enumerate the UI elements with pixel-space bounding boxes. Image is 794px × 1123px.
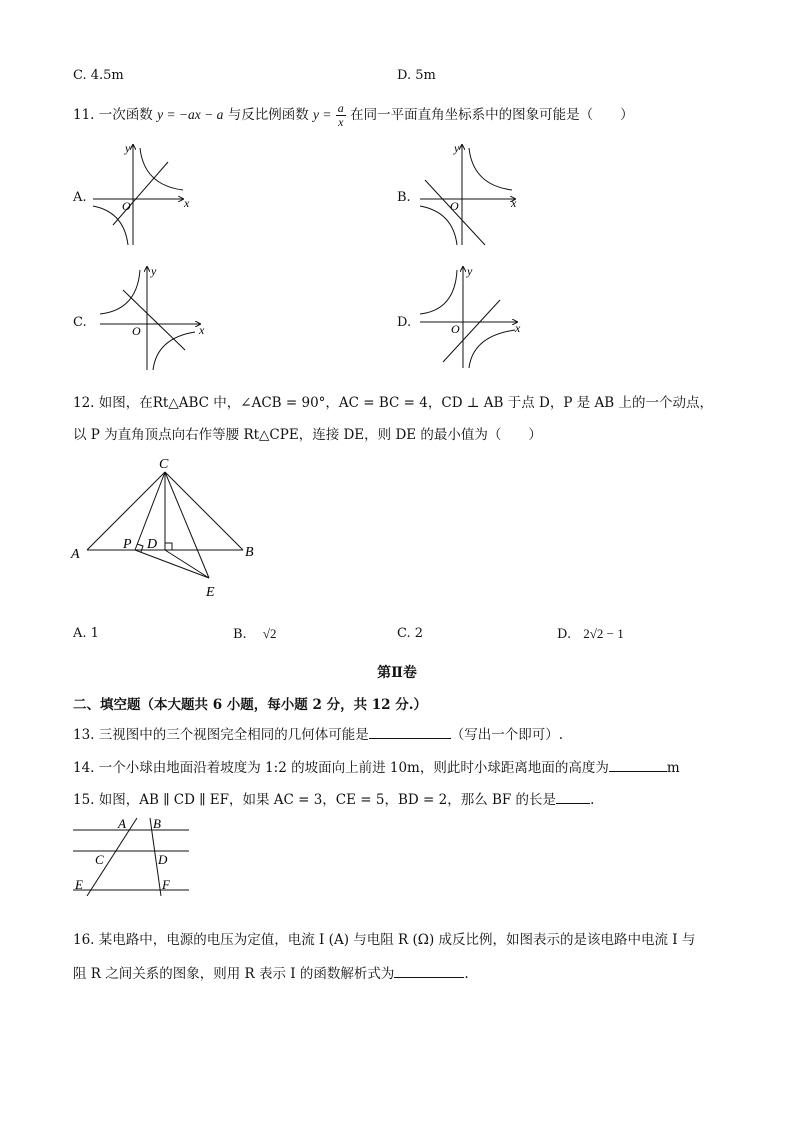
- q11-eq1: y = −ax − a: [157, 107, 224, 122]
- origin-label: O: [122, 199, 131, 213]
- hyperbola-branch: [100, 270, 140, 314]
- point-b-label: B: [245, 545, 254, 560]
- hyperbola-branch: [469, 330, 515, 368]
- section-heading: 二、填空题（本大题共 6 小题，每小题 2 分，共 12 分.）: [73, 697, 427, 713]
- q12-option-b-value: √2: [262, 626, 277, 641]
- q16-answer-blank[interactable]: [394, 965, 464, 978]
- q11-graph-c: [95, 262, 210, 372]
- x-axis-label: x: [511, 196, 517, 210]
- origin-label: O: [132, 324, 141, 338]
- q11-graph-b: [415, 140, 525, 250]
- point-c-label: C: [159, 457, 169, 472]
- hyperbola-branch: [420, 270, 457, 314]
- y-axis-label: y: [151, 264, 157, 278]
- q10-option-d: D. 5m: [397, 68, 436, 83]
- linear-graph: [123, 290, 185, 350]
- point-p-label: P: [123, 537, 132, 552]
- q11-graph-a: [88, 140, 198, 250]
- point-e-label: E: [75, 877, 83, 892]
- q11-option-a-label: A.: [73, 190, 87, 205]
- q15-answer-blank[interactable]: [556, 791, 590, 804]
- point-d-label: D: [147, 537, 158, 552]
- q10-option-c: C. 4.5m: [73, 68, 124, 83]
- hyperbola-branch: [153, 332, 195, 370]
- q12-option-a: A. 1: [73, 626, 99, 641]
- q16-tail: .: [464, 966, 469, 982]
- q14: [73, 756, 680, 776]
- q12-option-b-letter: B.: [233, 627, 247, 642]
- origin-label: O: [450, 199, 459, 213]
- q11-eq2-lhs: y =: [313, 107, 332, 122]
- q11-text-a: 一次函数: [98, 107, 153, 123]
- q12-option-b: [233, 626, 276, 642]
- q16-line2: [73, 962, 469, 982]
- q13: [73, 723, 563, 743]
- q11-text-b: 与反比例函数: [227, 107, 309, 123]
- right-angle-mark-d: [165, 543, 172, 550]
- q14-unit: m: [666, 760, 680, 776]
- q11-eq2-den: x: [338, 115, 344, 129]
- q11-eq2-num: a: [337, 101, 344, 115]
- x-axis-label: x: [199, 323, 205, 337]
- q11-graph-d: [415, 262, 525, 372]
- q11-text-c: 在同一平面直角坐标系中的图象可能是（ ）: [350, 107, 634, 123]
- segment-ce: [165, 472, 209, 578]
- point-f-label: F: [162, 877, 170, 892]
- x-axis-label: x: [184, 196, 190, 210]
- y-axis-label: y: [467, 264, 473, 278]
- q13-text: 13. 三视图中的三个视图完全相同的几何体可能是: [73, 727, 369, 743]
- point-a-label: A: [71, 547, 80, 562]
- q12-line1: 12. 如图，在Rt△ABC 中，∠ACB = 90°，AC = BC = 4，CD ⊥ AB 于点 D，P 是 AB 上的一个动点，: [73, 395, 713, 411]
- point-b-label: B: [153, 816, 161, 831]
- q16-line2-text: 阻 R 之间关系的图象，则用 R 表示 I 的函数解析式为: [73, 966, 395, 982]
- q15: [73, 788, 594, 808]
- hyperbola-branch: [469, 148, 512, 190]
- q15-tail: .: [590, 792, 595, 808]
- origin-label: O: [451, 322, 460, 336]
- q11-stem: [73, 102, 634, 129]
- q14-answer-blank[interactable]: [609, 759, 667, 772]
- point-d-label: D: [158, 852, 168, 867]
- linear-graph: [113, 162, 168, 225]
- y-axis-label: y: [454, 141, 460, 155]
- x-axis-label: x: [515, 321, 521, 335]
- q11-option-c-label: C.: [73, 315, 87, 330]
- q11-option-d-label: D.: [397, 315, 412, 330]
- q11-option-b-label: B.: [397, 190, 411, 205]
- q11-eq2-fraction: [336, 102, 346, 129]
- q12-figure: [65, 452, 275, 604]
- q12-option-d-letter: D.: [557, 627, 572, 642]
- y-axis-label: y: [125, 141, 131, 155]
- q12-option-d: [557, 626, 624, 642]
- q12-option-c: C. 2: [397, 626, 424, 641]
- q16-line1: 16. 某电路中，电源的电压为定值，电流 I (A) 与电阻 R (Ω) 成反比例，如图表示的是该电路中电流 I 与: [73, 932, 696, 948]
- q15-figure: [65, 814, 195, 896]
- section-title: 第Ⅱ卷: [377, 665, 417, 681]
- q15-text: 15. 如图，AB ∥ CD ∥ EF，如果 AC = 3，CE = 5，BD = 2，那么 BF 的长是: [73, 792, 557, 808]
- point-a-label: A: [118, 816, 126, 831]
- q12-line2: 以 P 为直角顶点向右作等腰 Rt△CPE，连接 DE，则 DE 的最小值为（ ）: [73, 427, 542, 443]
- segment-bc: [165, 472, 243, 550]
- q11-number: 11.: [73, 107, 95, 123]
- q13-tail: （写出一个即可）.: [450, 727, 564, 743]
- q14-text: 14. 一个小球由地面沿着坡度为 1:2 的坡面向上前进 10m，则此时小球距离地面的高度为: [73, 760, 609, 776]
- q13-answer-blank[interactable]: [369, 726, 451, 739]
- q12-option-d-value: 2√2 − 1: [583, 626, 624, 641]
- point-e-label: E: [206, 585, 215, 600]
- point-c-label: C: [95, 852, 104, 867]
